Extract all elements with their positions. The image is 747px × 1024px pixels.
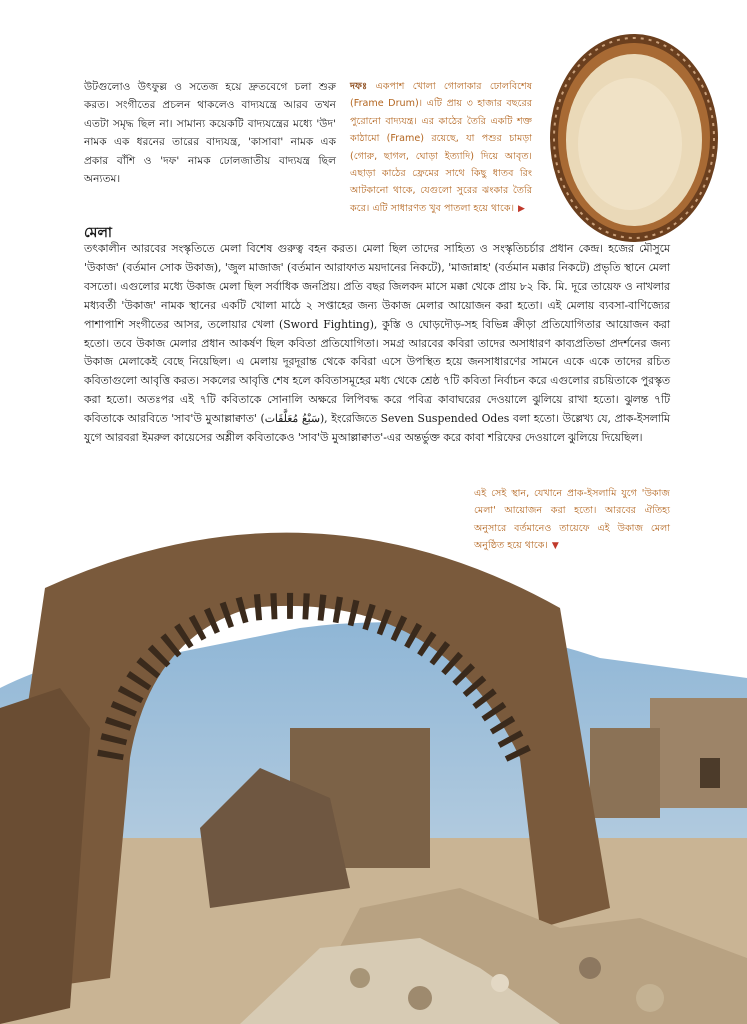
ukaz-ruins-image — [0, 528, 747, 1024]
daf-caption-text: একপাশ খোলা গোলাকার ঢোলবিশেষ (Frame Drum)। এটি প্রায় ৩ হাজার বছরের পুরোনো বাদ্যযন্ত্র। এর কাঠের তৈরি একটি শক্ত কাঠামো (Frame) রয়েছে, যা পশুর চামড়া (গোরু, ছাগল, ঘোড়া ইত্যাদি) দিয়ে আবৃত। এছাড়া কাঠের ফ্রেমের সাথে কিছু ধাতব রিং আটকানো থাকে, যেগুলো সুরের ঝংকার তৈরি করে। এটি সাধারণত খুব পাতলা হয়ে থাকে। — [350, 81, 532, 214]
daf-caption — [350, 78, 532, 218]
section-body: তৎকালীন আরবের সংস্কৃতিতে মেলা বিশেষ গুরুত্ব বহন করত। মেলা ছিল তাদের সাহিত্য ও সংস্কৃতিচর্চার প্রধান কেন্দ্র। হজের মৌসুমে 'উকাজ' (বর্তমান সোক উকাজ), 'জুল মাজাজ' (বর্তমান আরাফাত ময়দানের নিকটে), 'মাজান্নাহ' (বর্তমান মক্কার নিকটে) প্রভৃতি স্থানে মেলা বসতো। এগুলোর মধ্যে উকাজ মেলা ছিল সর্বাধিক জনপ্রিয়। প্রতি বছর জিলকদ মাসে মক্কা থেকে প্রায় ৮২ কি. মি. দূরে তায়েফ ও নাখলার মধ্যবর্তী 'উকাজ' নামক স্থানের একটি খোলা মাঠে ২ সপ্তাহের জন্য উকাজ মেলার আয়োজন করা হতো। এই মেলায় ব্যবসা-বাণিজ্যের পাশাপাশি সংগীতের আসর, তলোয়ার খেলা (Sword Fighting), কুস্তি ও ঘোড়দৌড়-সহ বিভিন্ন ক্রীড়া প্রতিযোগিতার আয়োজন করা হতো। তবে উকাজ মেলার প্রধান আকর্ষণ ছিল কবিতা প্রতিযোগিতা। সমগ্র আরবের কবিরা তাদের অসাধারণ কাব্যপ্রতিভা প্রদর্শনের জন্য উকাজ মেলাকেই বেছে নিয়েছিল। এ মেলায় দূরদূরান্ত থেকে কবিরা এসে উপস্থিত হয়ে জনসাধারণের সামনে একে একে তাদের রচিত কবিতাগুলো আবৃত্তি করত। সকলের আবৃত্তি শেষ হলে কবিতাসমূহের মধ্য থেকে শ্রেষ্ঠ ৭টি কবিতা নির্বাচন করে এগুলোর রচয়িতাকে পুরস্কৃত করা হতো। অতঃপর এই ৭টি কবিতাকে সোনালি অক্ষরে লিপিবদ্ধ করে পবিত্র কাবাঘরের দেওয়ালে ঝুলিয়ে রাখা হতো। ঝুলন্ত ৭টি কবিতাকে আরবিতে 'সাব'উ মুআল্লাক্বাত' (سَبْعُ مُعَلَّقَات), ইংরেজিতে Seven Suspended Odes বলা হতো। উল্লেখ্য যে, প্রাক-ইসলামি যুগে আরবরা ইমরুল কায়েসের অশ্লীল কবিতাকেও 'সাব'উ মুআল্লাক্বাত'-এর অন্তর্ভুক্ত করে কাবা শরিফের দেওয়ালে ঝুলিয়ে দিয়েছিল। — [84, 242, 671, 445]
intro-paragraph: উটগুলোও উৎফুল্ল ও সতেজ হয়ে দ্রুতবেগে চলা শুরু করত। সংগীতের প্রচলন থাকলেও বাদ্যযন্ত্রে আরব তখন এতটা সমৃদ্ধ ছিল না। সামান্য কয়েকটি বাদ্যযন্ত্রের মধ্যে 'উদ' নামক এক ধরনের তারের বাদ্যযন্ত্র, 'কাসাবা' নামক এক প্রকার বাঁশি ও 'দফ' নামক ঢোলজাতীয় বাদ্যযন্ত্র ছিল অন্যতম। — [84, 81, 336, 186]
pointer-down-icon: ▼ — [551, 541, 559, 552]
ukaz-fair-caption-text: এই সেই স্থান, যেখানে প্রাক-ইসলামি যুগে 'উকাজ মেলা' আয়োজন করা হতো। আরবের ঐতিহ্য অনুসারে বর্তমানেও তায়েফে এই উকাজ মেলা অনুষ্ঠিত হয়ে থাকে। — [474, 488, 670, 552]
daf-frame-drum-image — [540, 26, 726, 248]
section-heading: মেলা — [84, 225, 112, 241]
daf-caption-label: দফঃ — [350, 81, 368, 92]
pointer-right-icon: ▶ — [518, 203, 525, 214]
